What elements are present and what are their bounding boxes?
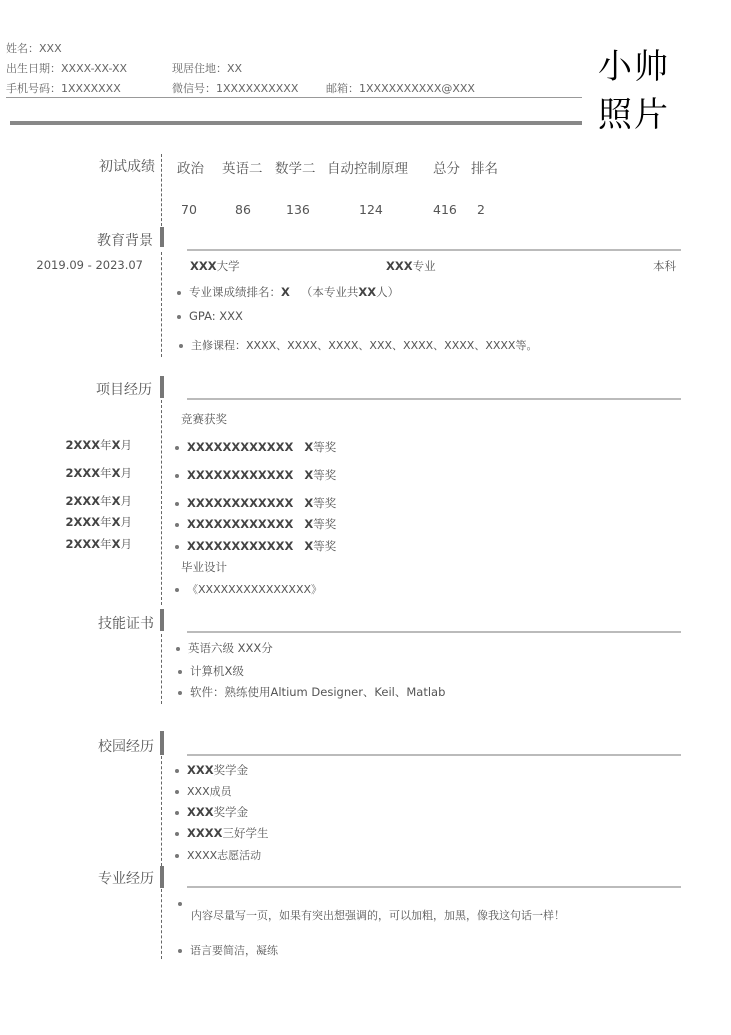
award-name: XXXXXXXXXXXX: [187, 539, 294, 553]
award-year: 2XXX: [65, 438, 101, 452]
bullet-icon: [175, 588, 179, 592]
exam-subject-4: 总分: [433, 161, 460, 177]
campus-item-2: [175, 804, 248, 820]
residence-field: 现居住地：XX: [172, 62, 243, 75]
bullet-icon: [175, 545, 179, 549]
campus-bold: XXX: [187, 805, 214, 819]
campus-item-4: [175, 847, 261, 863]
wechat-field: 微信号：1XXXXXXXXXX: [172, 82, 299, 95]
award-name: XXXXXXXXXXXX: [187, 517, 294, 531]
rank-label: 专业课成绩排名：: [189, 285, 281, 299]
award-item-0: [175, 439, 336, 455]
major-name: XXX: [386, 259, 413, 273]
award-year-suffix: 年: [100, 494, 112, 508]
award-item-1: [175, 467, 336, 483]
bullet-icon: [175, 832, 179, 836]
skills-title: 技能证书: [98, 616, 154, 632]
campus-title: 校园经历: [98, 739, 154, 755]
education-school: [190, 258, 240, 274]
education-title: 教育背景: [97, 233, 153, 249]
campus-item-0: [175, 762, 248, 778]
timeline-dash-projects: [161, 400, 162, 605]
bullet-icon: [177, 315, 181, 319]
education-rank: [177, 284, 399, 300]
award-suffix: 等奖: [313, 517, 337, 531]
campus-rule: [187, 754, 681, 756]
exam-subject-3: 自动控制原理: [327, 161, 408, 177]
rank-note-bold: XX: [358, 285, 377, 299]
education-date: 2019.09 - 2023.07: [36, 258, 143, 272]
award-suffix: 等奖: [313, 440, 337, 454]
exam-score-5: 2: [477, 202, 485, 217]
bullet-icon: [175, 523, 179, 527]
skill-text: 英语六级 XXX分: [188, 641, 273, 655]
skill-item-0: [176, 640, 273, 656]
bullet-icon: [178, 902, 182, 906]
professional-rule: [187, 886, 681, 888]
projects-rule: [187, 398, 681, 400]
award-year: 2XXX: [65, 494, 101, 508]
award-month: X: [111, 515, 121, 529]
award-month: X: [111, 438, 121, 452]
campus-bold: XXXX: [187, 826, 223, 840]
exam-subject-2: 数学二: [275, 161, 316, 177]
professional-marker: [160, 866, 164, 888]
award-year: 2XXX: [65, 466, 101, 480]
bullet-icon: [175, 474, 179, 478]
projects-marker: [160, 376, 164, 398]
major-suffix: 专业: [412, 259, 436, 273]
exam-subject-0: 政治: [177, 161, 204, 177]
award-month: X: [111, 494, 121, 508]
award-rank: X: [304, 496, 314, 510]
professional-item-0: 内容尽量写一页，如果有突出想强调的，可以加粗，加黑，像我这句话一样！: [191, 909, 565, 922]
education-rule: [187, 249, 681, 251]
skill-text: 软件：熟练使用Altium Designer、Keil、Matlab: [190, 685, 446, 699]
timeline-dash-campus: [161, 756, 162, 866]
professional-text: 语言要简洁，凝练: [190, 944, 278, 957]
phone-field: 手机号码：1XXXXXXX: [6, 82, 121, 95]
bullet-icon: [175, 790, 179, 794]
exam-score-1: 86: [235, 202, 251, 217]
competition-subtitle: 竞赛获奖: [181, 412, 227, 426]
education-gpa: [177, 309, 243, 323]
exam-subject-5: 排名: [471, 161, 498, 177]
award-item-4: [175, 538, 336, 554]
campus-text: 奖学金: [213, 805, 249, 819]
education-marker: [160, 227, 164, 247]
skill-item-2: [178, 684, 445, 700]
award-suffix: 等奖: [313, 539, 337, 553]
award-item-2: [175, 495, 336, 511]
name-field: 姓名：XXX: [6, 42, 62, 55]
award-date-4: [0, 536, 132, 552]
exam-subject-1: 英语二: [222, 161, 263, 177]
skill-text: 计算机X级: [190, 664, 244, 678]
rank-note-post: 人）: [376, 285, 400, 299]
photo-line-2: 照片: [598, 95, 670, 135]
timeline-dash-skills: [161, 634, 162, 704]
bullet-icon: [177, 291, 181, 295]
bullet-icon: [178, 949, 182, 953]
award-year: 2XXX: [65, 537, 101, 551]
birth-field: 出生日期：XXXX-XX-XX: [6, 62, 128, 75]
bullet-icon: [175, 769, 179, 773]
campus-marker: [160, 731, 164, 755]
photo-placeholder: [598, 43, 670, 139]
header-thick-rule: [10, 121, 582, 125]
award-item-3: [175, 516, 336, 532]
rank-value: X: [281, 285, 290, 299]
header-thin-rule: [6, 97, 582, 98]
award-year-suffix: 年: [100, 466, 112, 480]
award-year-suffix: 年: [100, 438, 112, 452]
award-month: X: [111, 537, 121, 551]
award-rank: X: [304, 468, 314, 482]
award-date-0: [0, 437, 132, 453]
school-suffix: 大学: [216, 259, 240, 273]
email-field: 邮箱：1XXXXXXXXXX@XXX: [326, 82, 475, 95]
timeline-dash-edu: [161, 252, 162, 357]
timeline-dash-pro: [161, 889, 162, 959]
campus-bold: XXX: [187, 763, 214, 777]
projects-title: 项目经历: [96, 382, 152, 398]
exam-title: 初试成绩: [99, 159, 155, 175]
bullet-icon: [179, 344, 183, 348]
award-year: 2XXX: [65, 515, 101, 529]
award-suffix: 等奖: [313, 468, 337, 482]
award-name: XXXXXXXXXXXX: [187, 468, 294, 482]
timeline-dash-exam: [161, 154, 162, 226]
campus-text: XXXX志愿活动: [187, 849, 262, 862]
education-degree: 本科: [653, 259, 676, 273]
award-suffix: 等奖: [313, 496, 337, 510]
award-month-suffix: 月: [120, 494, 132, 508]
thesis-subtitle: 毕业设计: [181, 560, 227, 574]
skills-rule: [187, 631, 681, 633]
award-date-2: [0, 493, 132, 509]
award-rank: X: [304, 517, 314, 531]
bullet-icon: [178, 670, 182, 674]
bullet-icon: [175, 854, 179, 858]
skills-marker: [160, 609, 164, 631]
award-month-suffix: 月: [120, 515, 132, 529]
exam-score-2: 136: [286, 202, 310, 217]
school-name: XXX: [190, 259, 217, 273]
professional-item-1: [178, 942, 278, 958]
courses-text: 主修课程：XXXX、XXXX、XXXX、XXX、XXXX、XXXX、XXXX等。: [191, 339, 538, 352]
thesis-title: 《XXXXXXXXXXXXXXX》: [187, 583, 323, 596]
award-month-suffix: 月: [120, 466, 132, 480]
award-month-suffix: 月: [120, 537, 132, 551]
exam-score-0: 70: [181, 202, 197, 217]
award-date-1: [0, 465, 132, 481]
award-date-3: [0, 514, 132, 530]
exam-score-3: 124: [359, 202, 383, 217]
award-year-suffix: 年: [100, 515, 112, 529]
award-name: XXXXXXXXXXXX: [187, 496, 294, 510]
bullet-icon: [176, 647, 180, 651]
award-month: X: [111, 466, 121, 480]
skill-item-1: [178, 663, 244, 679]
campus-item-1: [175, 783, 232, 799]
award-month-suffix: 月: [120, 438, 132, 452]
award-year-suffix: 年: [100, 537, 112, 551]
bullet-icon: [175, 446, 179, 450]
thesis-item: [175, 581, 322, 597]
education-major: [386, 258, 436, 274]
award-rank: X: [304, 440, 314, 454]
education-courses: [179, 337, 537, 353]
campus-item-3: [175, 825, 268, 841]
rank-note-pre: （本专业共: [300, 285, 359, 299]
exam-score-4: 416: [433, 202, 457, 217]
campus-text: 奖学金: [213, 763, 249, 777]
bullet-icon: [175, 811, 179, 815]
gpa-text: GPA: XXX: [189, 309, 243, 323]
campus-text: 三好学生: [222, 826, 269, 840]
professional-title: 专业经历: [98, 871, 154, 887]
photo-line-1: 小帅: [598, 47, 670, 87]
campus-text: XXX成员: [187, 785, 232, 798]
bullet-icon: [175, 502, 179, 506]
bullet-icon: [178, 691, 182, 695]
award-name: XXXXXXXXXXXX: [187, 440, 294, 454]
award-rank: X: [304, 539, 314, 553]
